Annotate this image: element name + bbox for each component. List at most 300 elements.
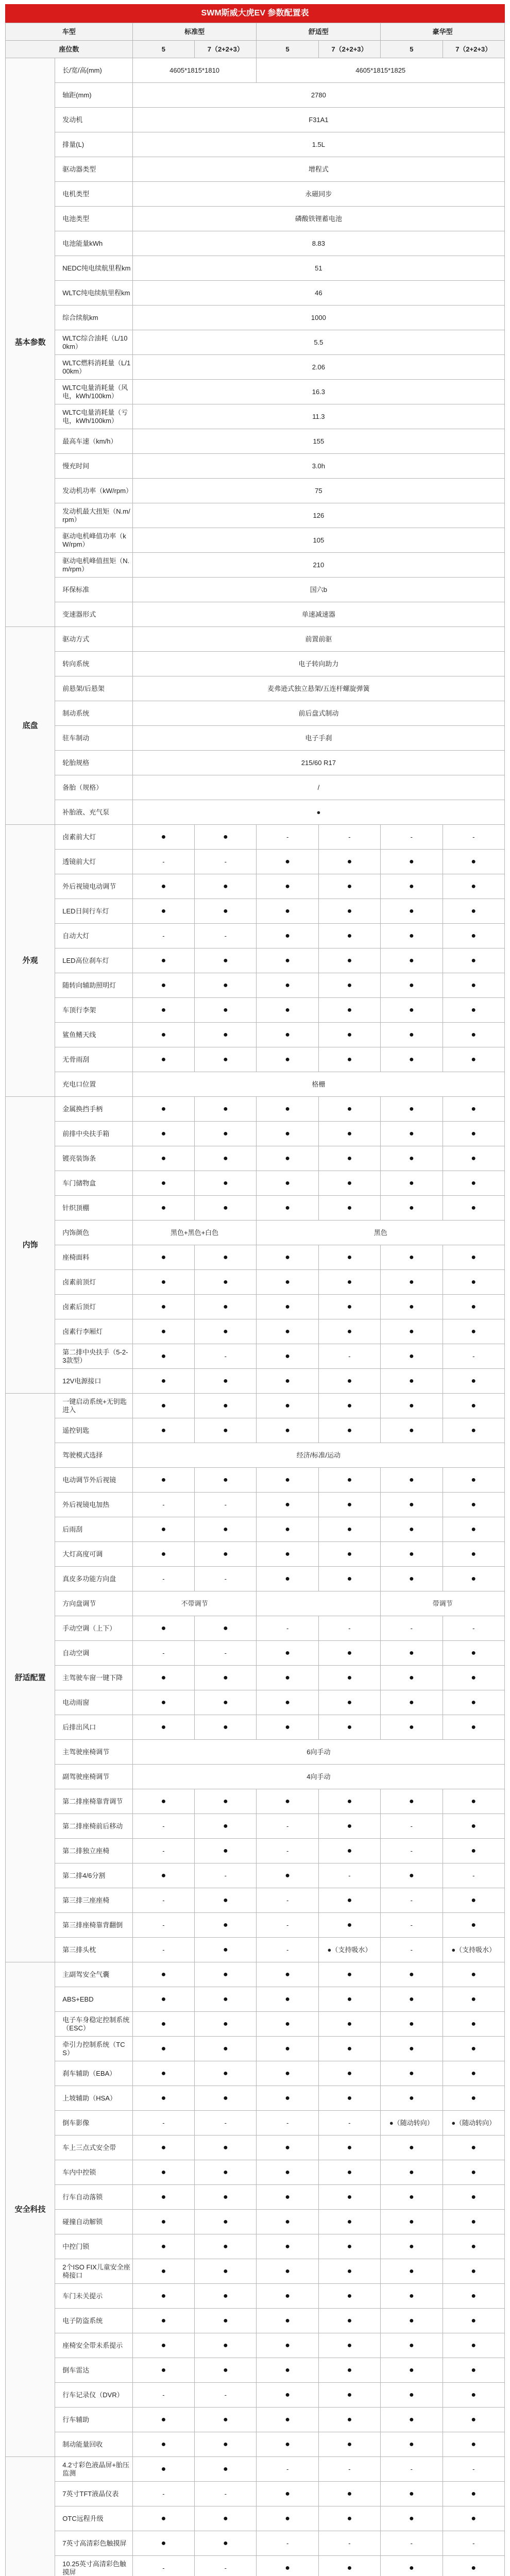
standard-dot: ● <box>381 2061 443 2086</box>
spec-item-label: 第二排座椅靠背调节 <box>55 1789 132 1814</box>
spec-item-label: 驱动方式 <box>55 627 132 652</box>
standard-dot: ● <box>443 2432 505 2457</box>
standard-dot: ● <box>132 1047 194 1072</box>
standard-dot: ● <box>318 1047 380 1072</box>
standard-dot: ● <box>381 1468 443 1493</box>
standard-dot: ● <box>443 1567 505 1591</box>
standard-dot: ● <box>318 874 380 899</box>
spec-item-label: 卤素后顶灯 <box>55 1295 132 1319</box>
standard-dot: ● <box>132 1789 194 1814</box>
standard-dot: ● <box>132 1196 194 1221</box>
standard-dot: ● <box>318 1493 380 1517</box>
standard-dot: ● <box>195 1097 257 1122</box>
spec-value: - <box>443 2457 505 2482</box>
spec-row <box>6 1295 505 1319</box>
spec-row <box>6 1591 505 1616</box>
spec-merged-value: 4向手动 <box>132 1765 504 1789</box>
standard-dot: ● <box>257 1493 318 1517</box>
spec-item-label: 卤素前大灯 <box>55 825 132 850</box>
spec-merged-value: 增程式 <box>132 157 504 182</box>
standard-dot: ● <box>381 1344 443 1369</box>
spec-merged-value: 51 <box>132 256 504 281</box>
spec-merged-value: 75 <box>132 479 504 503</box>
spec-row <box>6 1443 505 1468</box>
spec-row <box>6 825 505 850</box>
standard-dot: ● <box>195 1270 257 1295</box>
spec-value: - <box>318 2531 380 2556</box>
standard-dot: ● <box>132 2432 194 2457</box>
spec-row <box>6 182 505 207</box>
standard-dot: ● <box>443 2185 505 2210</box>
standard-dot: ● <box>443 1196 505 1221</box>
spec-value: - <box>195 850 257 874</box>
spec-item-label: 电动调节外后视镜 <box>55 1468 132 1493</box>
spec-item-label: 转向系统 <box>55 652 132 676</box>
standard-dot: ● <box>257 2556 318 2576</box>
standard-dot: ● <box>195 1369 257 1394</box>
spec-value: - <box>257 1814 318 1839</box>
spec-item-label: 透镜前大灯 <box>55 850 132 874</box>
spec-value: - <box>132 1493 194 1517</box>
standard-dot: ● <box>257 850 318 874</box>
spec-value: - <box>318 1863 380 1888</box>
spec-item-label: 镀亮装饰条 <box>55 1146 132 1171</box>
spec-item-label: 前排中央扶手箱 <box>55 1122 132 1146</box>
standard-dot: ● <box>443 1839 505 1863</box>
spec-item-label: 自动大灯 <box>55 924 132 948</box>
standard-dot: ● <box>318 2556 380 2576</box>
standard-dot: ● <box>381 1146 443 1171</box>
standard-dot: ● <box>443 1888 505 1913</box>
standard-dot: ● <box>381 2432 443 2457</box>
spec-table <box>5 23 505 2576</box>
spec-value: - <box>195 2383 257 2408</box>
standard-dot: ● <box>443 2210 505 2234</box>
spec-item-label: WLTC综合油耗（L/100km） <box>55 330 132 355</box>
standard-dot: ● <box>195 825 257 850</box>
standard-dot: ● <box>443 2358 505 2383</box>
standard-dot: ● <box>132 1517 194 1542</box>
spec-item-label: NEDC纯电续航里程km <box>55 256 132 281</box>
spec-item-label: 一键启动系统+无钥匙进入 <box>55 1394 132 1418</box>
spec-row <box>6 1468 505 1493</box>
standard-dot: ● <box>318 1567 380 1591</box>
spec-merged-value: 4605*1815*1825 <box>257 58 505 83</box>
spec-row <box>6 1270 505 1295</box>
spec-value: - <box>318 1344 380 1369</box>
standard-dot: ● <box>381 1542 443 1567</box>
standard-dot: ● <box>443 1517 505 1542</box>
standard-dot: ● <box>318 1245 380 1270</box>
standard-dot: ● <box>318 2408 380 2432</box>
standard-dot: ● <box>132 1146 194 1171</box>
standard-dot: ● <box>132 2259 194 2284</box>
standard-dot: ● <box>381 1517 443 1542</box>
standard-dot: ● <box>318 1690 380 1715</box>
standard-dot: ● <box>257 2136 318 2160</box>
spec-value: ●（随动转向） <box>443 2111 505 2136</box>
standard-dot: ● <box>443 1047 505 1072</box>
standard-dot: ● <box>318 1023 380 1047</box>
section-title: 舒适配置 <box>6 1394 55 1962</box>
standard-dot: ● <box>318 1641 380 1666</box>
spec-value: - <box>443 2531 505 2556</box>
spec-item-label: 7英寸高清彩色触摸屏 <box>55 2531 132 2556</box>
standard-dot: ● <box>318 2234 380 2259</box>
spec-merged-value: ● <box>132 800 504 825</box>
spec-row <box>6 380 505 404</box>
spec-value: - <box>195 1641 257 1666</box>
standard-dot: ● <box>443 998 505 1023</box>
spec-row <box>6 2234 505 2259</box>
spec-row <box>6 2284 505 2309</box>
spec-row <box>6 1097 505 1122</box>
spec-item-label: 主驾驶座椅调节 <box>55 1740 132 1765</box>
spec-row <box>6 1987 505 2012</box>
standard-dot: ● <box>132 1097 194 1122</box>
standard-dot: ● <box>195 1418 257 1443</box>
spec-item-label: 车内中控锁 <box>55 2160 132 2185</box>
standard-dot: ● <box>443 2037 505 2061</box>
spec-row <box>6 1567 505 1591</box>
spec-row <box>6 1666 505 1690</box>
spec-item-label: 车上三点式安全带 <box>55 2136 132 2160</box>
standard-dot: ● <box>257 1962 318 1987</box>
spec-row <box>6 2086 505 2111</box>
spec-item-label: 上坡辅助（HSA） <box>55 2086 132 2111</box>
spec-row <box>6 58 505 83</box>
spec-row <box>6 775 505 800</box>
standard-dot: ● <box>443 1097 505 1122</box>
standard-dot: ● <box>257 2160 318 2185</box>
standard-dot: ● <box>381 850 443 874</box>
standard-dot: ● <box>132 2086 194 2111</box>
spec-item-label: 第二排4/6分割 <box>55 1863 132 1888</box>
standard-dot: ● <box>132 1270 194 1295</box>
standard-dot: ● <box>132 973 194 998</box>
spec-row <box>6 2061 505 2086</box>
standard-dot: ● <box>257 1196 318 1221</box>
standard-dot: ● <box>381 1196 443 1221</box>
standard-dot: ● <box>132 1319 194 1344</box>
standard-dot: ● <box>257 1369 318 1394</box>
standard-dot: ● <box>381 2383 443 2408</box>
spec-value: - <box>318 2457 380 2482</box>
header-seat-option: 7（2+2+3） <box>318 41 380 58</box>
standard-dot: ● <box>443 1715 505 1740</box>
standard-dot: ● <box>443 1023 505 1047</box>
standard-dot: ● <box>318 1517 380 1542</box>
spec-item-label: ABS+EBD <box>55 1987 132 2012</box>
spec-row <box>6 1023 505 1047</box>
spec-item-label: 卤素前顶灯 <box>55 1270 132 1295</box>
standard-dot: ● <box>257 1097 318 1122</box>
spec-value: - <box>132 1888 194 1913</box>
spec-value: - <box>443 1344 505 1369</box>
spec-value: - <box>381 1913 443 1938</box>
standard-dot: ● <box>195 1023 257 1047</box>
standard-dot: ● <box>318 1913 380 1938</box>
spec-row <box>6 1369 505 1394</box>
spec-row <box>6 479 505 503</box>
standard-dot: ● <box>195 1122 257 1146</box>
spec-table-header <box>6 23 505 58</box>
spec-row <box>6 404 505 429</box>
spec-item-label: 行车辅助 <box>55 2408 132 2432</box>
standard-dot: ● <box>132 1690 194 1715</box>
standard-dot: ● <box>443 1270 505 1295</box>
standard-dot: ● <box>443 1295 505 1319</box>
spec-item-label: 针织顶棚 <box>55 1196 132 1221</box>
spec-merged-value: 电子手刹 <box>132 726 504 751</box>
spec-value: - <box>195 1493 257 1517</box>
standard-dot: ● <box>443 2482 505 2506</box>
standard-dot: ● <box>132 2457 194 2482</box>
standard-dot: ● <box>257 2210 318 2234</box>
spec-value: - <box>381 1814 443 1839</box>
spec-item-label: 环保标准 <box>55 578 132 602</box>
standard-dot: ● <box>381 1666 443 1690</box>
standard-dot: ● <box>443 850 505 874</box>
spec-value: - <box>132 2111 194 2136</box>
spec-value: - <box>443 1616 505 1641</box>
spec-item-label: WLTC电量消耗量（风电，kWh/100km） <box>55 380 132 404</box>
spec-merged-value: 经济/标准/运动 <box>132 1443 504 1468</box>
spec-row <box>6 2457 505 2482</box>
spec-row <box>6 2482 505 2506</box>
standard-dot: ● <box>443 1641 505 1666</box>
spec-row <box>6 1146 505 1171</box>
spec-item-label: 行车记录仪（DVR） <box>55 2383 132 2408</box>
spec-item-label: 外后视镜电动调节 <box>55 874 132 899</box>
spec-item-label: 发动机最大扭矩（N.m/rpm） <box>55 503 132 528</box>
spec-row <box>6 1072 505 1097</box>
standard-dot: ● <box>257 2482 318 2506</box>
spec-item-label: 轮胎规格 <box>55 751 132 775</box>
spec-value: - <box>257 1888 318 1913</box>
spec-merged-value: 不带调节 <box>132 1591 257 1616</box>
standard-dot: ● <box>318 973 380 998</box>
standard-dot: ● <box>381 1962 443 1987</box>
standard-dot: ● <box>443 1418 505 1443</box>
standard-dot: ● <box>381 973 443 998</box>
standard-dot: ● <box>257 1047 318 1072</box>
spec-row <box>6 355 505 380</box>
standard-dot: ● <box>132 998 194 1023</box>
spec-value: - <box>381 2457 443 2482</box>
standard-dot: ● <box>257 1690 318 1715</box>
standard-dot: ● <box>318 2012 380 2037</box>
spec-item-label: 发动机 <box>55 108 132 132</box>
standard-dot: ● <box>318 1319 380 1344</box>
spec-merged-value: 1.5L <box>132 132 504 157</box>
standard-dot: ● <box>195 1047 257 1072</box>
standard-dot: ● <box>318 998 380 1023</box>
spec-row <box>6 2037 505 2061</box>
standard-dot: ● <box>318 1715 380 1740</box>
standard-dot: ● <box>195 1962 257 1987</box>
standard-dot: ● <box>318 2358 380 2383</box>
standard-dot: ● <box>132 2284 194 2309</box>
standard-dot: ● <box>132 1863 194 1888</box>
standard-dot: ● <box>132 1468 194 1493</box>
standard-dot: ● <box>318 2383 380 2408</box>
spec-row <box>6 2531 505 2556</box>
spec-merged-value: F31A1 <box>132 108 504 132</box>
spec-item-label: OTC远程升级 <box>55 2506 132 2531</box>
spec-item-label: 卤素行李厢灯 <box>55 1319 132 1344</box>
spec-row <box>6 676 505 701</box>
header-trim-standard: 标准型 <box>132 23 257 41</box>
standard-dot: ● <box>443 2284 505 2309</box>
standard-dot: ● <box>195 998 257 1023</box>
standard-dot: ● <box>381 1171 443 1196</box>
spec-value: - <box>132 1814 194 1839</box>
spec-item-label: 备胎（规格） <box>55 775 132 800</box>
standard-dot: ● <box>318 1295 380 1319</box>
spec-item-label: 自动空调 <box>55 1641 132 1666</box>
spec-merged-value: 黑色+黑色+白色 <box>132 1221 257 1245</box>
standard-dot: ● <box>195 1987 257 2012</box>
standard-dot: ● <box>195 2506 257 2531</box>
section-title: 内饰 <box>6 1097 55 1394</box>
spec-row <box>6 2136 505 2160</box>
standard-dot: ● <box>132 2408 194 2432</box>
standard-dot: ● <box>132 2037 194 2061</box>
spec-item-label: 方向盘调节 <box>55 1591 132 1616</box>
standard-dot: ● <box>318 2482 380 2506</box>
standard-dot: ● <box>257 948 318 973</box>
standard-dot: ● <box>443 2309 505 2333</box>
standard-dot: ● <box>195 1171 257 1196</box>
spec-row <box>6 231 505 256</box>
spec-item-label: 慢充时间 <box>55 454 132 479</box>
standard-dot: ● <box>443 2506 505 2531</box>
spec-row <box>6 924 505 948</box>
standard-dot: ● <box>257 1666 318 1690</box>
standard-dot: ● <box>381 1418 443 1443</box>
standard-dot: ● <box>443 1789 505 1814</box>
spec-merged-value: 155 <box>132 429 504 454</box>
spec-row <box>6 108 505 132</box>
standard-dot: ● <box>195 2037 257 2061</box>
standard-dot: ● <box>257 1863 318 1888</box>
standard-dot: ● <box>381 2160 443 2185</box>
spec-item-label: 变速器形式 <box>55 602 132 627</box>
spec-value: - <box>132 1567 194 1591</box>
header-seat-option: 7（2+2+3） <box>443 41 505 58</box>
spec-item-label: 内饰颜色 <box>55 1221 132 1245</box>
section-title: 基本参数 <box>6 58 55 627</box>
standard-dot: ● <box>381 1394 443 1418</box>
spec-value: - <box>381 1888 443 1913</box>
standard-dot: ● <box>195 2012 257 2037</box>
spec-value: - <box>195 2556 257 2576</box>
standard-dot: ● <box>257 2309 318 2333</box>
standard-dot: ● <box>195 2136 257 2160</box>
spec-item-label: 后排出风口 <box>55 1715 132 1740</box>
standard-dot: ● <box>318 1839 380 1863</box>
spec-row <box>6 2408 505 2432</box>
standard-dot: ● <box>195 1913 257 1938</box>
standard-dot: ● <box>443 2383 505 2408</box>
standard-dot: ● <box>132 2061 194 2086</box>
standard-dot: ● <box>132 2012 194 2037</box>
standard-dot: ● <box>443 2408 505 2432</box>
spec-value: - <box>443 825 505 850</box>
standard-dot: ● <box>443 1987 505 2012</box>
standard-dot: ● <box>257 2185 318 2210</box>
spec-item-label: 电机类型 <box>55 182 132 207</box>
spec-row <box>6 2185 505 2210</box>
standard-dot: ● <box>443 2259 505 2284</box>
standard-dot: ● <box>443 2556 505 2576</box>
standard-dot: ● <box>318 1888 380 1913</box>
standard-dot: ● <box>381 899 443 924</box>
spec-merged-value: 2780 <box>132 83 504 108</box>
standard-dot: ● <box>381 2234 443 2259</box>
spec-row <box>6 2111 505 2136</box>
spec-value: - <box>132 1938 194 1962</box>
standard-dot: ● <box>195 2284 257 2309</box>
spec-merged-value: 46 <box>132 281 504 306</box>
spec-item-label: 第三排三座座椅 <box>55 1888 132 1913</box>
spec-value: - <box>257 2531 318 2556</box>
spec-item-label: 中控门锁 <box>55 2234 132 2259</box>
spec-item-label: 牵引力控制系统（TCS） <box>55 2037 132 2061</box>
standard-dot: ● <box>195 1517 257 1542</box>
standard-dot: ● <box>443 2333 505 2358</box>
spec-merged-value: 带调节 <box>381 1591 505 1616</box>
spec-row <box>6 1715 505 1740</box>
spec-row <box>6 1493 505 1517</box>
standard-dot: ● <box>132 948 194 973</box>
spec-item-label: 电子防盗系统 <box>55 2309 132 2333</box>
standard-dot: ● <box>257 1171 318 1196</box>
standard-dot: ● <box>257 1641 318 1666</box>
spec-merged-value: 单速减速器 <box>132 602 504 627</box>
spec-item-label: 最高车速（km/h） <box>55 429 132 454</box>
standard-dot: ● <box>195 2259 257 2284</box>
spec-value: - <box>195 2111 257 2136</box>
standard-dot: ● <box>132 1171 194 1196</box>
spec-merged-value: 210 <box>132 553 504 578</box>
standard-dot: ● <box>443 1493 505 1517</box>
spec-value: - <box>195 1863 257 1888</box>
spec-value: - <box>257 825 318 850</box>
standard-dot: ● <box>195 2432 257 2457</box>
standard-dot: ● <box>195 899 257 924</box>
spec-row <box>6 973 505 998</box>
standard-dot: ● <box>132 899 194 924</box>
standard-dot: ● <box>132 2136 194 2160</box>
standard-dot: ● <box>443 1468 505 1493</box>
standard-dot: ● <box>443 2086 505 2111</box>
standard-dot: ● <box>381 1567 443 1591</box>
standard-dot: ● <box>443 1814 505 1839</box>
spec-row <box>6 1047 505 1072</box>
standard-dot: ● <box>443 1690 505 1715</box>
standard-dot: ● <box>443 1913 505 1938</box>
standard-dot: ● <box>443 1962 505 1987</box>
standard-dot: ● <box>195 1789 257 1814</box>
spec-item-label: 制动系统 <box>55 701 132 726</box>
spec-row <box>6 1839 505 1863</box>
standard-dot: ● <box>257 924 318 948</box>
standard-dot: ● <box>381 1789 443 1814</box>
spec-row <box>6 454 505 479</box>
standard-dot: ● <box>132 1616 194 1641</box>
